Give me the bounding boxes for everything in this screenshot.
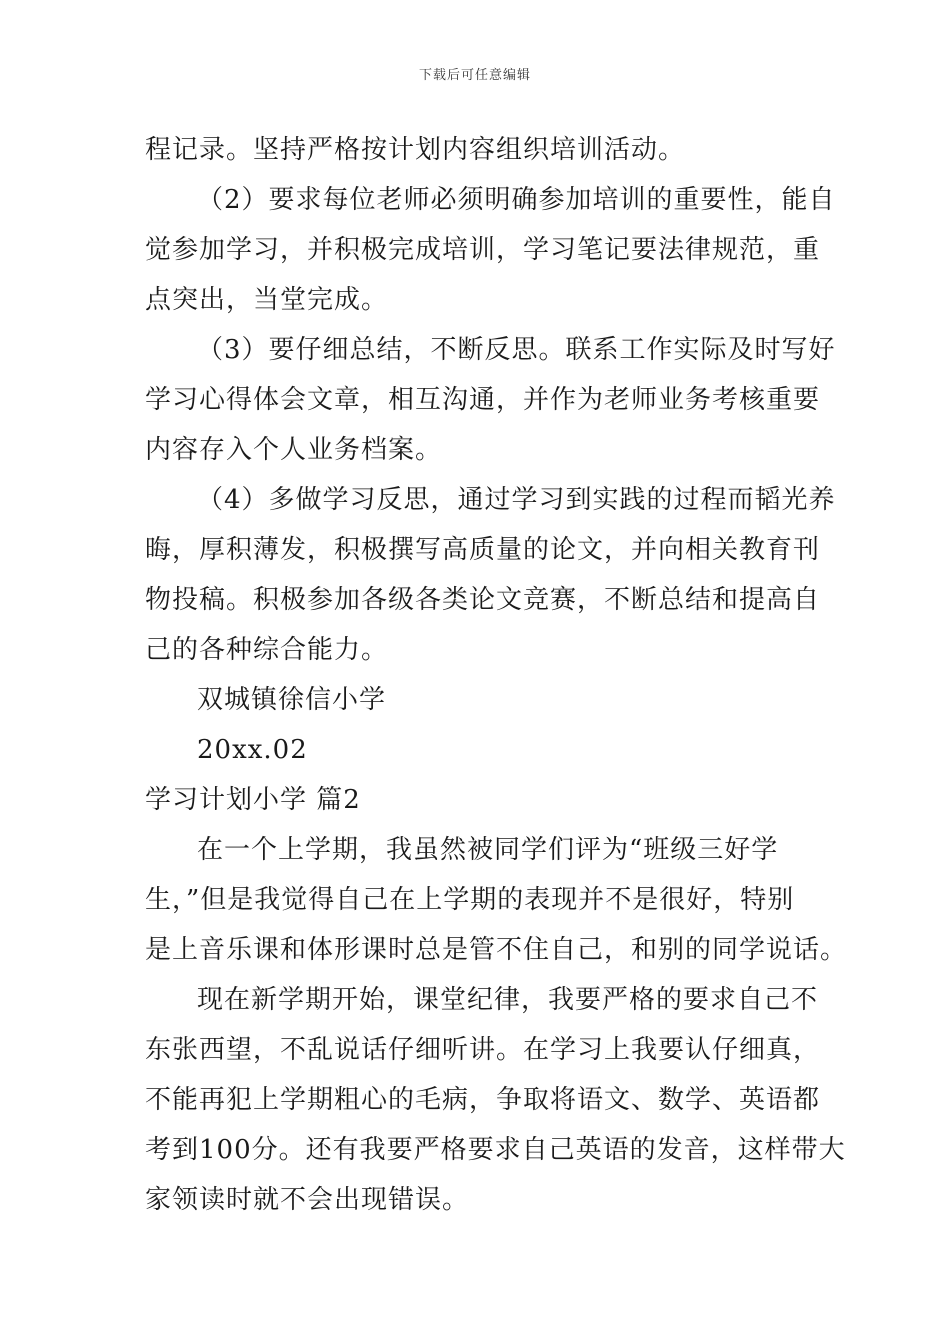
body-line: 不能再犯上学期粗心的毛病，争取将语文、数学、英语都 <box>145 1085 821 1115</box>
body-line: 晦，厚积薄发，积极撰写高质量的论文，并向相关教育刊 <box>145 535 821 565</box>
body-line: （2）要求每位老师必须明确参加培训的重要性，能自 <box>197 185 836 215</box>
body-line: 己的各种综合能力。 <box>145 635 389 665</box>
body-line: （3）要仔细总结，不断反思。联系工作实际及时写好 <box>197 335 836 365</box>
body-line: 是上音乐课和体形课时总是管不住自己，和别的同学说话。 <box>145 935 848 965</box>
page-header: 下载后可任意编辑 <box>418 68 531 83</box>
signature-school: 双城镇徐信小学 <box>197 685 387 715</box>
body-line: 点突出，当堂完成。 <box>145 285 389 315</box>
body-line: 物投稿。积极参加各级各类论文竞赛，不断总结和提高自 <box>145 585 821 615</box>
signature-date: 20xx.02 <box>197 735 308 765</box>
body-line: 现在新学期开始，课堂纪律，我要严格的要求自己不 <box>197 985 819 1015</box>
body-line: 考到100分。还有我要严格要求自己英语的发音，这样带大 <box>145 1135 846 1165</box>
body-line: 程记录。坚持严格按计划内容组织培训活动。 <box>145 135 686 165</box>
body-line: 生，”但是我觉得自己在上学期的表现并不是很好，特别 <box>145 885 795 915</box>
body-line: 在一个上学期，我虽然被同学们评为“班级三好学 <box>197 835 779 865</box>
body-line: 家领读时就不会出现错误。 <box>145 1185 470 1215</box>
body-line: （4）多做学习反思，通过学习到实践的过程而韬光养 <box>197 485 836 515</box>
section-title: 学习计划小学 篇2 <box>145 785 361 815</box>
body-line: 学习心得体会文章，相互沟通，并作为老师业务考核重要 <box>145 385 821 415</box>
body-line: 觉参加学习，并积极完成培训，学习笔记要法律规范，重 <box>145 235 821 265</box>
body-line: 内容存入个人业务档案。 <box>145 435 443 465</box>
body-line: 东张西望，不乱说话仔细听讲。在学习上我要认仔细真， <box>145 1035 821 1065</box>
